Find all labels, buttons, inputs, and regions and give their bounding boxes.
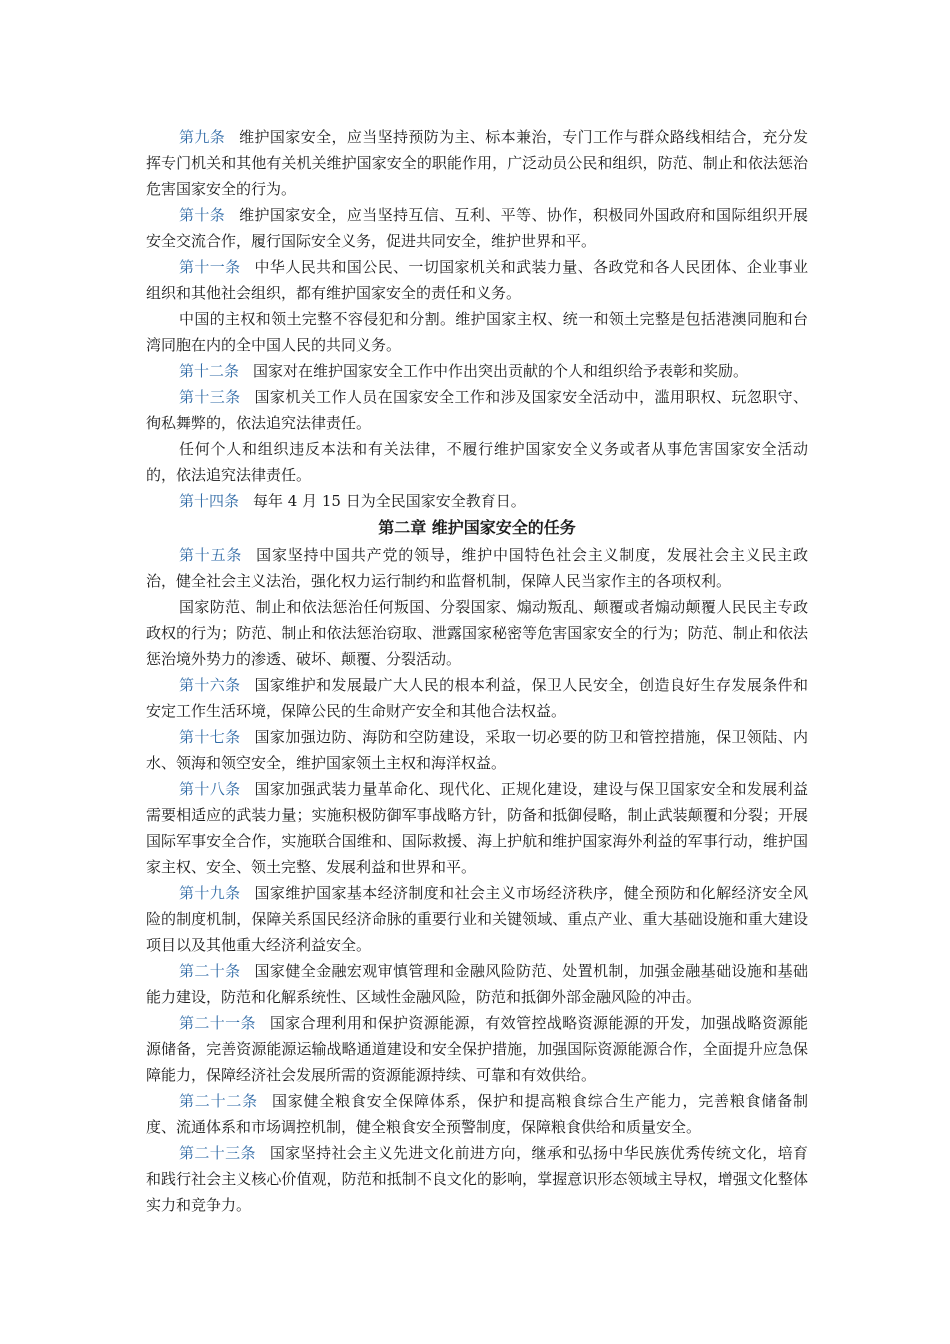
article-paragraph — [146, 254, 808, 306]
article-paragraph — [146, 124, 808, 202]
article-paragraph — [146, 1010, 808, 1088]
article-number: 第十三条 — [179, 388, 241, 406]
article-paragraph — [146, 1140, 808, 1218]
article-paragraph — [146, 542, 808, 594]
paragraph-text: 维护国家安全，应当坚持互信、互利、平等、协作，积极同外国政府和国际组织开展安全交流合作，履行国际安全义务，促进共同安全，维护世界和平。 — [146, 206, 808, 250]
article-paragraph — [146, 384, 808, 436]
article-paragraph — [146, 358, 808, 384]
article-number: 第十五条 — [179, 546, 243, 564]
paragraph — [146, 306, 808, 358]
paragraph-text: 国家坚持社会主义先进文化前进方向，继承和弘扬中华民族优秀传统文化，培育和践行社会主义核心价值观，防范和抵制不良文化的影响，掌握意识形态领域主导权，增强文化整体实力和竞争力。 — [146, 1144, 808, 1214]
paragraph-text: 国家机关工作人员在国家安全工作和涉及国家安全活动中，滥用职权、玩忽职守、徇私舞弊的，依法追究法律责任。 — [146, 388, 808, 432]
document-body — [146, 124, 808, 1218]
article-paragraph — [146, 488, 808, 514]
article-number: 第十九条 — [179, 884, 241, 902]
article-paragraph — [146, 724, 808, 776]
paragraph-text: 国家坚持中国共产党的领导，维护中国特色社会主义制度，发展社会主义民主政治，健全社会主义法治，强化权力运行制约和监督机制，保障人民当家作主的各项权利。 — [146, 546, 808, 590]
article-number: 第二十二条 — [179, 1092, 258, 1110]
article-number: 第十一条 — [179, 258, 241, 276]
paragraph-text: 维护国家安全，应当坚持预防为主、标本兼治，专门工作与群众路线相结合，充分发挥专门机关和其他有关机关维护国家安全的职能作用，广泛动员公民和组织，防范、制止和依法惩治危害国家安全的行为。 — [146, 128, 808, 198]
article-number: 第十四条 — [179, 492, 240, 510]
paragraph-text: 每年 4 月 15 日为全民国家安全教育日。 — [253, 492, 526, 510]
paragraph — [146, 436, 808, 488]
article-number: 第二十三条 — [179, 1144, 256, 1162]
paragraph-text: 国家维护和发展最广大人民的根本利益，保卫人民安全，创造良好生存发展条件和安定工作生活环境，保障公民的生命财产安全和其他合法权益。 — [146, 676, 808, 720]
paragraph-text: 中国的主权和领土完整不容侵犯和分割。维护国家主权、统一和领土完整是包括港澳同胞和台湾同胞在内的全中国人民的共同义务。 — [146, 310, 808, 354]
article-paragraph — [146, 672, 808, 724]
article-paragraph — [146, 958, 808, 1010]
article-number: 第十条 — [179, 206, 226, 224]
paragraph-text: 中华人民共和国公民、一切国家机关和武装力量、各政党和各人民团体、企业事业组织和其他社会组织，都有维护国家安全的责任和义务。 — [146, 258, 808, 302]
article-paragraph — [146, 202, 808, 254]
article-number: 第十八条 — [179, 780, 241, 798]
chapter-heading: 第二章 维护国家安全的任务 — [378, 518, 576, 537]
article-number: 第九条 — [179, 128, 226, 146]
paragraph-text: 任何个人和组织违反本法和有关法律，不履行维护国家安全义务或者从事危害国家安全活动的，依法追究法律责任。 — [146, 440, 808, 484]
paragraph-text: 国家对在维护国家安全工作中作出突出贡献的个人和组织给予表彰和奖励。 — [253, 362, 749, 380]
article-number: 第十七条 — [179, 728, 241, 746]
article-number: 第二十条 — [179, 962, 241, 980]
paragraph-text: 国家维护国家基本经济制度和社会主义市场经济秩序，健全预防和化解经济安全风险的制度机制，保障关系国民经济命脉的重要行业和关键领域、重点产业、重大基础设施和重大建设项目以及其他重大经济利益安全。 — [146, 884, 808, 954]
article-paragraph — [146, 1088, 808, 1140]
paragraph-text: 国家加强边防、海防和空防建设，采取一切必要的防卫和管控措施，保卫领陆、内水、领海和领空安全，维护国家领土主权和海洋权益。 — [146, 728, 808, 772]
article-paragraph — [146, 880, 808, 958]
paragraph-text: 国家加强武装力量革命化、现代化、正规化建设，建设与保卫国家安全和发展利益需要相适应的武装力量；实施积极防御军事战略方针，防备和抵御侵略，制止武装颠覆和分裂；开展国际军事安全合作，实施联合国维和、国际救援、海上护航和维护国家海外利益的军事行动，维护国家主权、安全、领土完整、发展利益和世界和平。 — [146, 780, 808, 876]
article-number: 第十二条 — [179, 362, 240, 380]
article-number: 第二十一条 — [179, 1014, 256, 1032]
article-number: 第十六条 — [179, 676, 241, 694]
paragraph — [146, 594, 808, 672]
paragraph-text: 国家防范、制止和依法惩治任何叛国、分裂国家、煽动叛乱、颠覆或者煽动颠覆人民民主专政政权的行为；防范、制止和依法惩治窃取、泄露国家秘密等危害国家安全的行为；防范、制止和依法惩治境外势力的渗透、破坏、颠覆、分裂活动。 — [146, 598, 808, 668]
article-paragraph — [146, 776, 808, 880]
paragraph-text: 国家合理利用和保护资源能源，有效管控战略资源能源的开发，加强战略资源能源储备，完善资源能源运输战略通道建设和安全保护措施，加强国际资源能源合作，全面提升应急保障能力，保障经济社会发展所需的资源能源持续、可靠和有效供给。 — [146, 1014, 808, 1084]
paragraph-text: 国家健全粮食安全保障体系，保护和提高粮食综合生产能力，完善粮食储备制度、流通体系和市场调控机制，健全粮食安全预警制度，保障粮食供给和质量安全。 — [146, 1092, 808, 1136]
paragraph-text: 国家健全金融宏观审慎管理和金融风险防范、处置机制，加强金融基础设施和基础能力建设，防范和化解系统性、区域性金融风险，防范和抵御外部金融风险的冲击。 — [146, 962, 808, 1006]
